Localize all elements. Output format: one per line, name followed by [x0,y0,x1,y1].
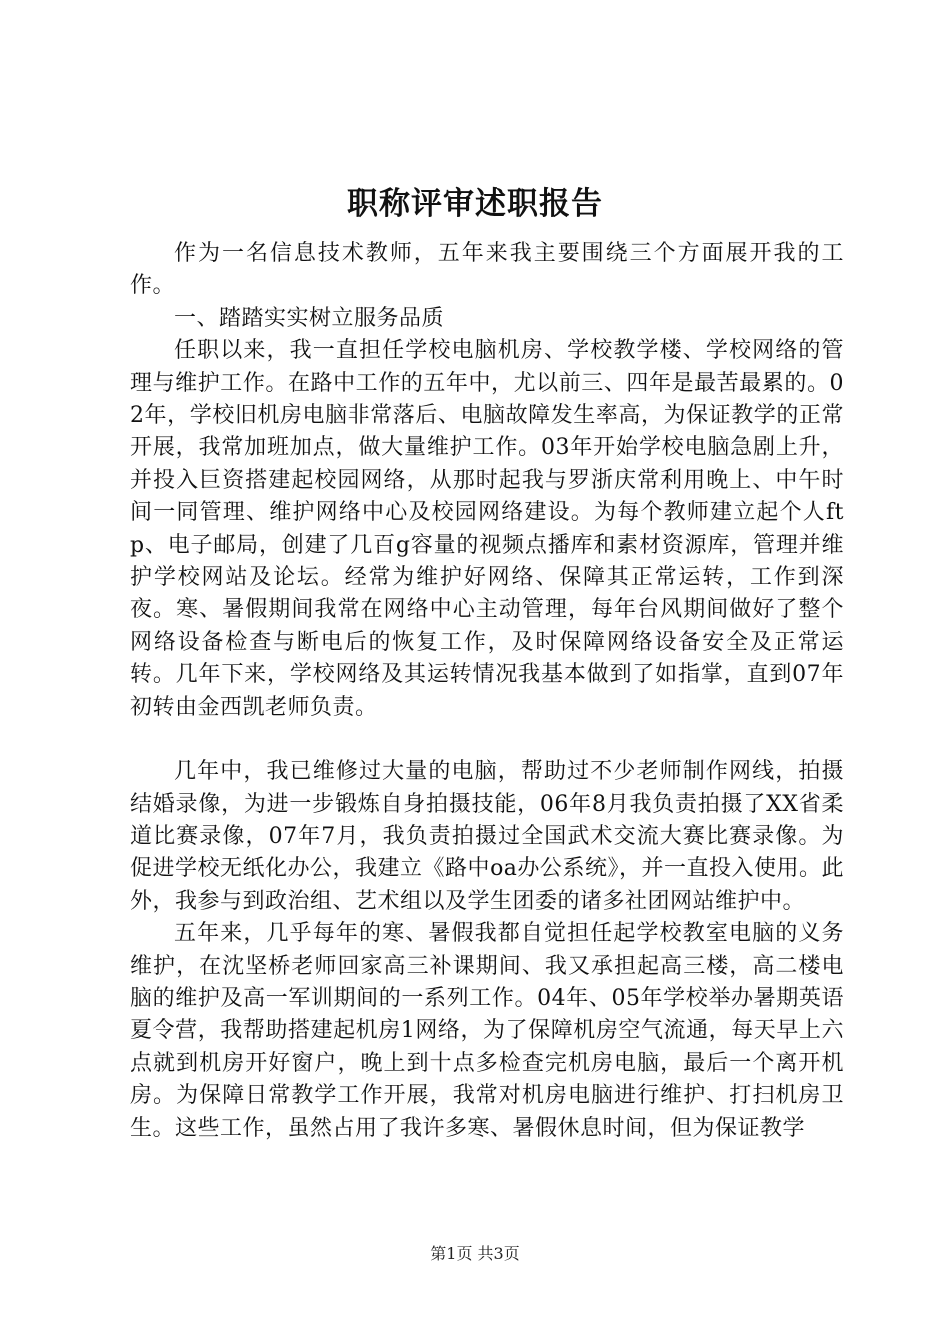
page-number-footer: 第1页 共3页 [430,1244,520,1263]
document-body [130,238,844,1145]
section-heading: 一、踏踏实实树立服务品质 [174,305,445,331]
paragraph-network-maintenance: 任职以来，我一直担任学校电脑机房、学校教学楼、学校网络的管理与维护工作。在路中工作的五年中，尤以前三、四年是最苦最累的。02年，学校旧机房电脑非常落后、电脑故障发生率高，为保证教学的正常开展，我常加班加点，做大量维护工作。03年开始学校电脑急剧上升，并投入巨资搭建起校园网络，从那时起我与罗浙庆常利用晚上、中午时间一同管理、维护网络中心及校园网络建设。为每个教师建立起个人ftp、电子邮局，创建了几百g容量的视频点播库和素材资源库，管理并维护学校网站及论坛。经常为维护好网络、保障其正常运转，工作到深夜。寒、暑假期间我常在网络中心主动管理，每年台风期间做好了整个网络设备检查与断电后的恢复工作，及时保障网络设备安全及正常运转。几年下来，学校网络及其运转情况我基本做到了如指掌，直到07年初转由金西凯老师负责。 [130,338,844,720]
paragraph-holiday-work: 五年来，几乎每年的寒、暑假我都自觉担任起学校教室电脑的义务维护，在沈坚桥老师回家高三补课期间、我又承担起高三楼，高二楼电脑的维护及高一军训期间的一系列工作。04年、05年学校举办暑期英语夏令营，我帮助搭建起机房1网络，为了保障机房空气流通，每天早上六点就到机房开好窗户，晚上到十点多检查完机房电脑，最后一个离开机房。为保障日常教学工作开展，我常对机房电脑进行维护、打扫机房卫生。这些工作，虽然占用了我许多寒、暑假休息时间，但为保证教学 [130,921,844,1141]
paragraph-intro: 作为一名信息技术教师，五年来我主要围绕三个方面展开我的工作。 [130,241,844,299]
paragraph-repair-filming: 几年中，我已维修过大量的电脑，帮助过不少老师制作网线，拍摄结婚录像，为进一步锻炼自身拍摄技能，06年8月我负责拍摄了XX省柔道比赛录像，07年7月，我负责拍摄过全国武术交流大赛比赛录像。为促进学校无纸化办公，我建立《路中oa办公系统》，并一直投入使用。此外，我参与到政治组、艺术组以及学生团委的诸多社团网站维护中。 [130,759,844,914]
document-title: 职称评审述职报告 [347,186,603,222]
